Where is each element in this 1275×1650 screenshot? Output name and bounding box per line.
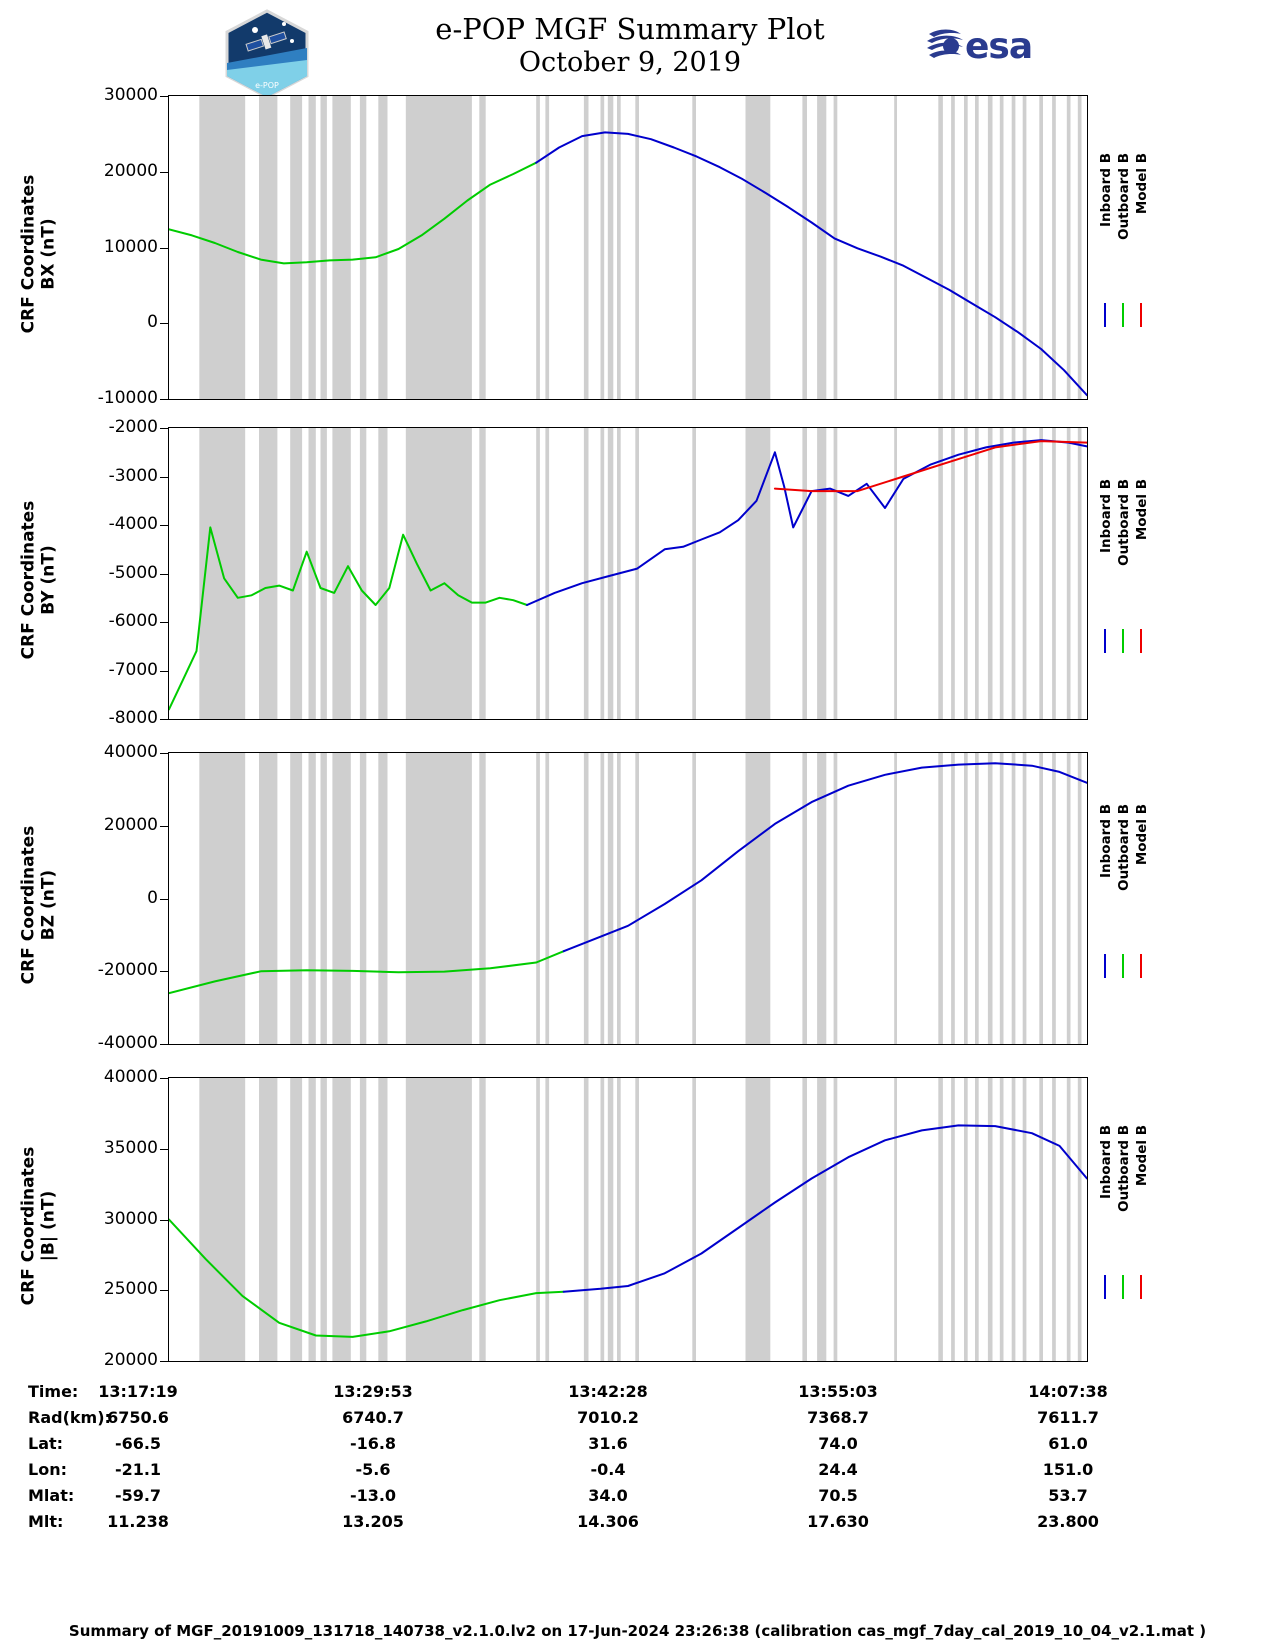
title-line-1: e-POP MGF Summary Plot xyxy=(435,12,825,46)
y-axis-tick-mark xyxy=(160,96,168,97)
y-axis-label-line2: |B| (nT) xyxy=(38,1190,58,1261)
legend-color-swatch-0 xyxy=(1104,303,1106,327)
row-value: -13.0 xyxy=(349,1486,397,1505)
y-axis-label-line2: BY (nT) xyxy=(38,544,58,615)
legend-color-swatch-2 xyxy=(1140,303,1142,327)
table-row xyxy=(28,1382,1248,1408)
plot-panel-0 xyxy=(168,95,1088,400)
y-axis-tick-label: 0 xyxy=(147,312,158,333)
page-title xyxy=(300,12,960,79)
table-row xyxy=(28,1460,1248,1486)
table-row xyxy=(28,1512,1248,1538)
legend-color-swatch-0 xyxy=(1104,629,1106,653)
y-axis-tick-label: -5000 xyxy=(108,562,158,583)
legend-color-swatch-2 xyxy=(1140,629,1142,653)
y-axis-tick-mark xyxy=(160,1149,168,1150)
y-axis-label xyxy=(18,758,58,1051)
legend xyxy=(1098,153,1168,343)
row-value: 151.0 xyxy=(1042,1460,1094,1479)
row-value: 53.7 xyxy=(1048,1486,1088,1505)
row-value: 14:07:38 xyxy=(1028,1382,1108,1401)
table-row xyxy=(28,1408,1248,1434)
y-axis-tick-mark xyxy=(160,622,168,623)
y-axis-label xyxy=(18,101,58,406)
legend-label-2: Model B xyxy=(1134,478,1150,540)
y-axis-tick-label: -4000 xyxy=(108,514,158,534)
y-axis-label-line1: CRF Coordinates xyxy=(18,1146,38,1305)
legend-label-0: Inboard B xyxy=(1098,1124,1114,1199)
y-axis-tick-label: -3000 xyxy=(108,465,158,486)
row-label: Time: xyxy=(28,1382,79,1401)
title-line-2: October 9, 2019 xyxy=(518,47,742,78)
legend-color-swatch-1 xyxy=(1122,629,1124,653)
row-value: -5.6 xyxy=(355,1460,391,1479)
row-label: Mlt: xyxy=(28,1512,64,1531)
y-axis-tick-mark xyxy=(160,399,168,400)
y-axis-tick-label: -6000 xyxy=(108,611,158,631)
y-axis-tick-label: -40000 xyxy=(97,1033,158,1053)
esa-logo-icon xyxy=(925,24,1045,68)
y-axis-tick-mark xyxy=(160,1044,168,1045)
legend-color-swatch-0 xyxy=(1104,1275,1106,1299)
row-value: 13:42:28 xyxy=(568,1382,648,1401)
y-axis-tick-mark xyxy=(160,826,168,827)
esa-wordmark: esa xyxy=(965,26,1033,67)
row-value: 7010.2 xyxy=(577,1408,639,1427)
y-axis-tick-mark xyxy=(160,719,168,720)
row-value: -21.1 xyxy=(114,1460,162,1479)
y-axis-tick-mark xyxy=(160,574,168,575)
legend-label-0: Inboard B xyxy=(1098,478,1114,553)
legend-label-1: Outboard B xyxy=(1116,803,1132,891)
legend-color-swatch-1 xyxy=(1122,954,1124,978)
y-axis-label xyxy=(18,433,58,726)
y-axis-tick-mark xyxy=(160,971,168,972)
legend xyxy=(1098,479,1168,669)
row-value: 13:17:19 xyxy=(98,1382,178,1401)
y-axis-tick-label: -2000 xyxy=(108,417,158,437)
y-axis-tick-mark xyxy=(160,1220,168,1221)
row-label: Mlat: xyxy=(28,1486,75,1505)
row-value: 61.0 xyxy=(1048,1434,1088,1453)
legend-color-swatch-0 xyxy=(1104,954,1106,978)
summary-footnote: Summary of MGF_20191009_131718_140738_v2.1.0.lv2 on 17-Jun-2024 23:26:38 (calibration cas_mgf_7day_cal_2019_10_04_v2.1.mat ) xyxy=(68,1622,1207,1640)
y-axis-tick-mark xyxy=(160,477,168,478)
row-value: -59.7 xyxy=(114,1486,162,1505)
y-axis-tick-mark xyxy=(160,428,168,429)
row-value: 11.238 xyxy=(107,1512,169,1531)
y-axis-tick-mark xyxy=(160,671,168,672)
y-axis-tick-mark xyxy=(160,172,168,173)
cassiope-epop-mission-patch-icon xyxy=(222,8,312,100)
row-value: 34.0 xyxy=(588,1486,628,1505)
plot-panel-3 xyxy=(168,1077,1088,1362)
page-header xyxy=(0,0,1275,92)
row-value: 31.6 xyxy=(588,1434,628,1453)
legend-color-swatch-1 xyxy=(1122,303,1124,327)
y-axis-label-line2: BZ (nT) xyxy=(38,869,58,940)
y-axis-tick-label: 20000 xyxy=(103,814,158,835)
y-axis-label-line2: BX (nT) xyxy=(38,217,58,290)
row-value: 6750.6 xyxy=(107,1408,169,1427)
legend-label-1: Outboard B xyxy=(1116,478,1132,566)
y-axis-tick-label: -20000 xyxy=(97,960,158,981)
y-axis-tick-label: -8000 xyxy=(108,708,158,728)
y-axis-tick-label: 20000 xyxy=(103,160,158,181)
row-value: 23.800 xyxy=(1037,1512,1099,1531)
y-axis-tick-label: -10000 xyxy=(97,388,158,408)
y-axis-tick-mark xyxy=(160,899,168,900)
table-row xyxy=(28,1486,1248,1512)
y-axis-tick-mark xyxy=(160,1290,168,1291)
row-label: Lon: xyxy=(28,1460,67,1479)
y-axis-tick-label: 30000 xyxy=(103,1208,158,1229)
row-value: -16.8 xyxy=(349,1434,397,1453)
y-axis-tick-label: 35000 xyxy=(103,1137,158,1158)
y-axis-tick-label: 40000 xyxy=(103,1067,158,1087)
legend-label-0: Inboard B xyxy=(1098,803,1114,878)
legend-label-1: Outboard B xyxy=(1116,1124,1132,1212)
y-axis-tick-label: 25000 xyxy=(103,1279,158,1300)
row-label: Rad(km): xyxy=(28,1408,111,1427)
ephemeris-table xyxy=(28,1382,1248,1538)
row-value: 17.630 xyxy=(807,1512,869,1531)
y-axis-tick-label: 40000 xyxy=(103,742,158,762)
row-value: 7611.7 xyxy=(1037,1408,1099,1427)
y-axis-label xyxy=(18,1083,58,1368)
legend-label-2: Model B xyxy=(1134,803,1150,865)
legend xyxy=(1098,1125,1168,1315)
y-axis-tick-label: 20000 xyxy=(103,1350,158,1370)
legend xyxy=(1098,804,1168,994)
row-label: Lat: xyxy=(28,1434,64,1453)
legend-label-2: Model B xyxy=(1134,152,1150,214)
legend-color-swatch-2 xyxy=(1140,954,1142,978)
row-value: -0.4 xyxy=(590,1460,626,1479)
legend-color-swatch-2 xyxy=(1140,1275,1142,1299)
y-axis-label-line1: CRF Coordinates xyxy=(18,500,38,659)
y-axis-tick-label: 0 xyxy=(147,887,158,908)
y-axis-label-line1: CRF Coordinates xyxy=(18,825,38,984)
y-axis-tick-label: 10000 xyxy=(103,236,158,257)
row-value: 13:29:53 xyxy=(333,1382,413,1401)
legend-label-1: Outboard B xyxy=(1116,152,1132,240)
y-axis-tick-mark xyxy=(160,753,168,754)
row-value: 24.4 xyxy=(818,1460,858,1479)
row-value: 6740.7 xyxy=(342,1408,404,1427)
table-row xyxy=(28,1434,1248,1460)
svg-text:e-POP: e-POP xyxy=(255,81,279,90)
row-value: 13.205 xyxy=(342,1512,404,1531)
row-value: 13:55:03 xyxy=(798,1382,878,1401)
plot-panel-1 xyxy=(168,427,1088,720)
row-value: -66.5 xyxy=(114,1434,162,1453)
row-value: 74.0 xyxy=(818,1434,858,1453)
y-axis-tick-mark xyxy=(160,1361,168,1362)
y-axis-tick-mark xyxy=(160,525,168,526)
y-axis-tick-mark xyxy=(160,248,168,249)
y-axis-tick-label: 30000 xyxy=(103,85,158,105)
row-value: 70.5 xyxy=(818,1486,858,1505)
y-axis-label-line1: CRF Coordinates xyxy=(18,174,38,333)
y-axis-tick-mark xyxy=(160,1078,168,1079)
plot-panel-2 xyxy=(168,752,1088,1045)
y-axis-tick-label: -7000 xyxy=(108,659,158,680)
legend-color-swatch-1 xyxy=(1122,1275,1124,1299)
row-value: 7368.7 xyxy=(807,1408,869,1427)
legend-label-2: Model B xyxy=(1134,1124,1150,1186)
legend-label-0: Inboard B xyxy=(1098,152,1114,227)
row-value: 14.306 xyxy=(577,1512,639,1531)
y-axis-tick-mark xyxy=(160,323,168,324)
